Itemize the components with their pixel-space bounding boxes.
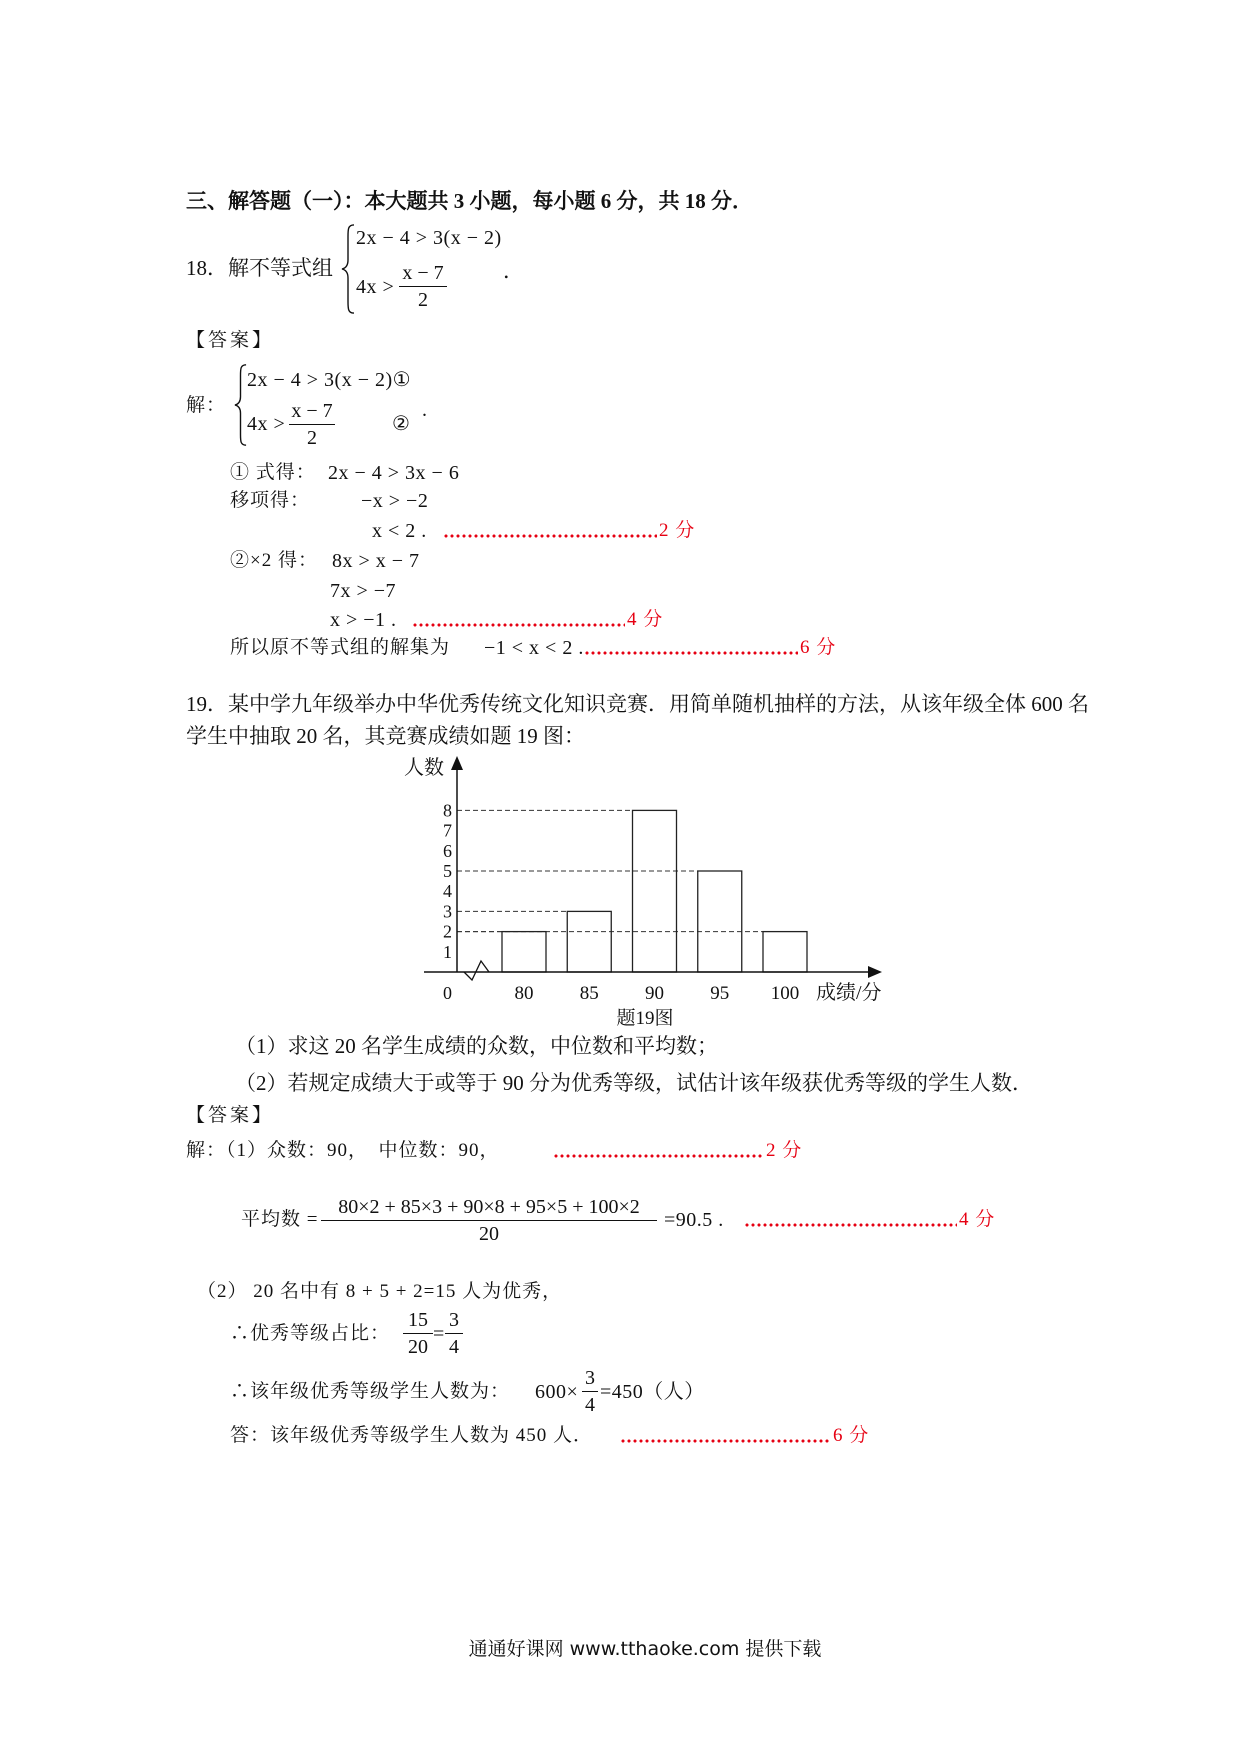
answer-mode-median: 解：（1）众数：90， 中位数：90，	[186, 1140, 500, 1161]
count-fraction	[582, 1365, 598, 1418]
fraction-denominator: 2	[418, 289, 428, 311]
left-brace	[234, 364, 247, 446]
q18-inequality-2-lhs: 4x >	[356, 276, 395, 298]
bar-95	[698, 871, 742, 972]
solve-prefix: 解：	[186, 395, 227, 416]
mean-fraction	[321, 1194, 657, 1247]
q19-part-2: （2）若规定成绩大于或等于 90 分为优秀等级，试估计该年级获优秀等级的学生人数．	[235, 1071, 1033, 1095]
q19-prompt-line-2: 学生中抽取 20 名，其竞赛成绩如题 19 图：	[186, 724, 585, 748]
y-tick-label: 4	[443, 881, 452, 902]
ratio-equals: =	[433, 1323, 445, 1345]
q18-prompt: 18．解不等式组	[186, 256, 333, 280]
y-tick-label: 5	[443, 861, 452, 881]
score-mark: 6 分	[800, 637, 837, 658]
left-brace	[341, 224, 355, 314]
y-tick-label: 0	[443, 983, 452, 1003]
mean-result: =90.5 .	[664, 1209, 724, 1231]
answer-inequality-2-lhs: 4x >	[247, 413, 286, 435]
bar-100	[763, 932, 807, 972]
bar-90	[633, 810, 677, 972]
score-leader	[443, 534, 657, 538]
count-prefix: 600×	[535, 1381, 579, 1403]
fraction-denominator: 2	[307, 427, 317, 449]
y-axis-label: 人数	[404, 757, 444, 779]
count-label: ∴该年级优秀等级学生人数为：	[230, 1381, 511, 1402]
score-leader	[584, 651, 798, 655]
x-axis-arrow	[868, 966, 882, 978]
x-axis-label: 成绩/分	[816, 982, 882, 1004]
step-math: 8x > x − 7	[332, 550, 420, 572]
ratio-fraction-2	[445, 1307, 463, 1360]
score-mark: 6 分	[833, 1425, 870, 1446]
x-tick-label: 100	[770, 983, 800, 1004]
answer-inequality-1: 2x − 4 > 3(x − 2)①	[247, 369, 412, 391]
fraction-denominator: 4	[585, 1394, 595, 1416]
bar-80	[502, 932, 546, 972]
page-footer: 通通好课网 www.tthaoke.com 提供下载	[468, 1638, 822, 1660]
x-tick-label: 90	[645, 983, 664, 1004]
answer-fraction	[289, 398, 335, 451]
q18-inequality-1: 2x − 4 > 3(x − 2)	[356, 227, 502, 249]
mean-label: 平均数 =	[241, 1209, 319, 1230]
fraction-numerator: x − 7	[291, 400, 333, 422]
y-axis-arrow	[451, 756, 463, 770]
score-leader	[412, 623, 625, 627]
ratio-fraction-1	[403, 1307, 433, 1360]
score-leader	[553, 1154, 763, 1158]
ratio-label: ∴优秀等级占比：	[230, 1323, 391, 1344]
step-label: 所以原不等式组的解集为	[230, 637, 451, 658]
q18-fraction	[399, 260, 447, 313]
x-tick-label: 80	[514, 983, 534, 1004]
q19-part-1: （1）求这 20 名学生成绩的众数，中位数和平均数；	[235, 1034, 718, 1058]
chart-caption: 题19图	[616, 1008, 674, 1029]
section-heading: 三、解答题（一）：本大题共 3 小题，每小题 6 分，共 18 分．	[186, 189, 753, 213]
fraction-denominator: 20	[408, 1336, 428, 1358]
count-result: =450（人）	[600, 1381, 705, 1403]
fraction-denominator: 20	[479, 1223, 499, 1245]
y-tick-label: 6	[443, 840, 452, 861]
excellent-count-line: （2） 20 名中有 8 + 5 + 2=15 人为优秀，	[197, 1281, 563, 1302]
step-label: ① 式得：	[230, 462, 316, 483]
fraction-numerator: 80×2 + 85×3 + 90×8 + 95×5 + 100×2	[338, 1196, 640, 1218]
fraction-numerator: 15	[408, 1309, 428, 1331]
bar-85	[567, 911, 611, 972]
fraction-numerator: 3	[449, 1309, 459, 1331]
answer-system-end-mark: .	[422, 399, 428, 421]
step-label: ②×2 得：	[230, 550, 318, 571]
q18-end-mark: ．	[503, 259, 524, 283]
step-math: x > −1 .	[330, 609, 397, 631]
step-math: 2x − 4 > 3x − 6	[328, 462, 460, 484]
axis-break-mark	[464, 961, 489, 980]
step-math: 7x > −7	[330, 580, 397, 602]
fraction-denominator: 4	[449, 1336, 459, 1358]
score-leader	[620, 1439, 831, 1443]
y-tick-label: 1	[443, 941, 452, 962]
fraction-numerator: 3	[585, 1367, 595, 1389]
step-label: 移项得：	[230, 490, 311, 511]
y-tick-label: 7	[443, 820, 452, 841]
score-leader	[744, 1223, 957, 1227]
x-tick-label: 85	[579, 983, 599, 1004]
score-mark: 2 分	[659, 520, 696, 541]
score-mark: 4 分	[959, 1209, 996, 1230]
step-math: −1 < x < 2 .	[484, 637, 584, 659]
step-math: −x > −2	[361, 490, 429, 512]
score-histogram	[400, 750, 900, 1035]
score-mark: 4 分	[627, 609, 664, 630]
y-tick-label: 8	[443, 800, 452, 821]
step-math: x < 2 .	[372, 520, 427, 542]
y-tick-label: 3	[443, 901, 452, 922]
x-tick-label: 95	[710, 983, 730, 1004]
q19-prompt-line-1: 19．某中学九年级举办中华优秀传统文化知识竞赛．用简单随机抽样的方法，从该年级全体 600 名	[186, 692, 1089, 716]
y-tick-label: 2	[443, 921, 452, 942]
final-answer: 答：该年级优秀等级学生人数为 450 人．	[230, 1425, 594, 1446]
answer-label: 【答案】	[186, 330, 275, 351]
answer-label: 【答案】	[186, 1105, 275, 1126]
fraction-numerator: x − 7	[402, 262, 444, 284]
inequality-2-mark: ②	[392, 413, 411, 435]
score-mark: 2 分	[766, 1140, 803, 1161]
